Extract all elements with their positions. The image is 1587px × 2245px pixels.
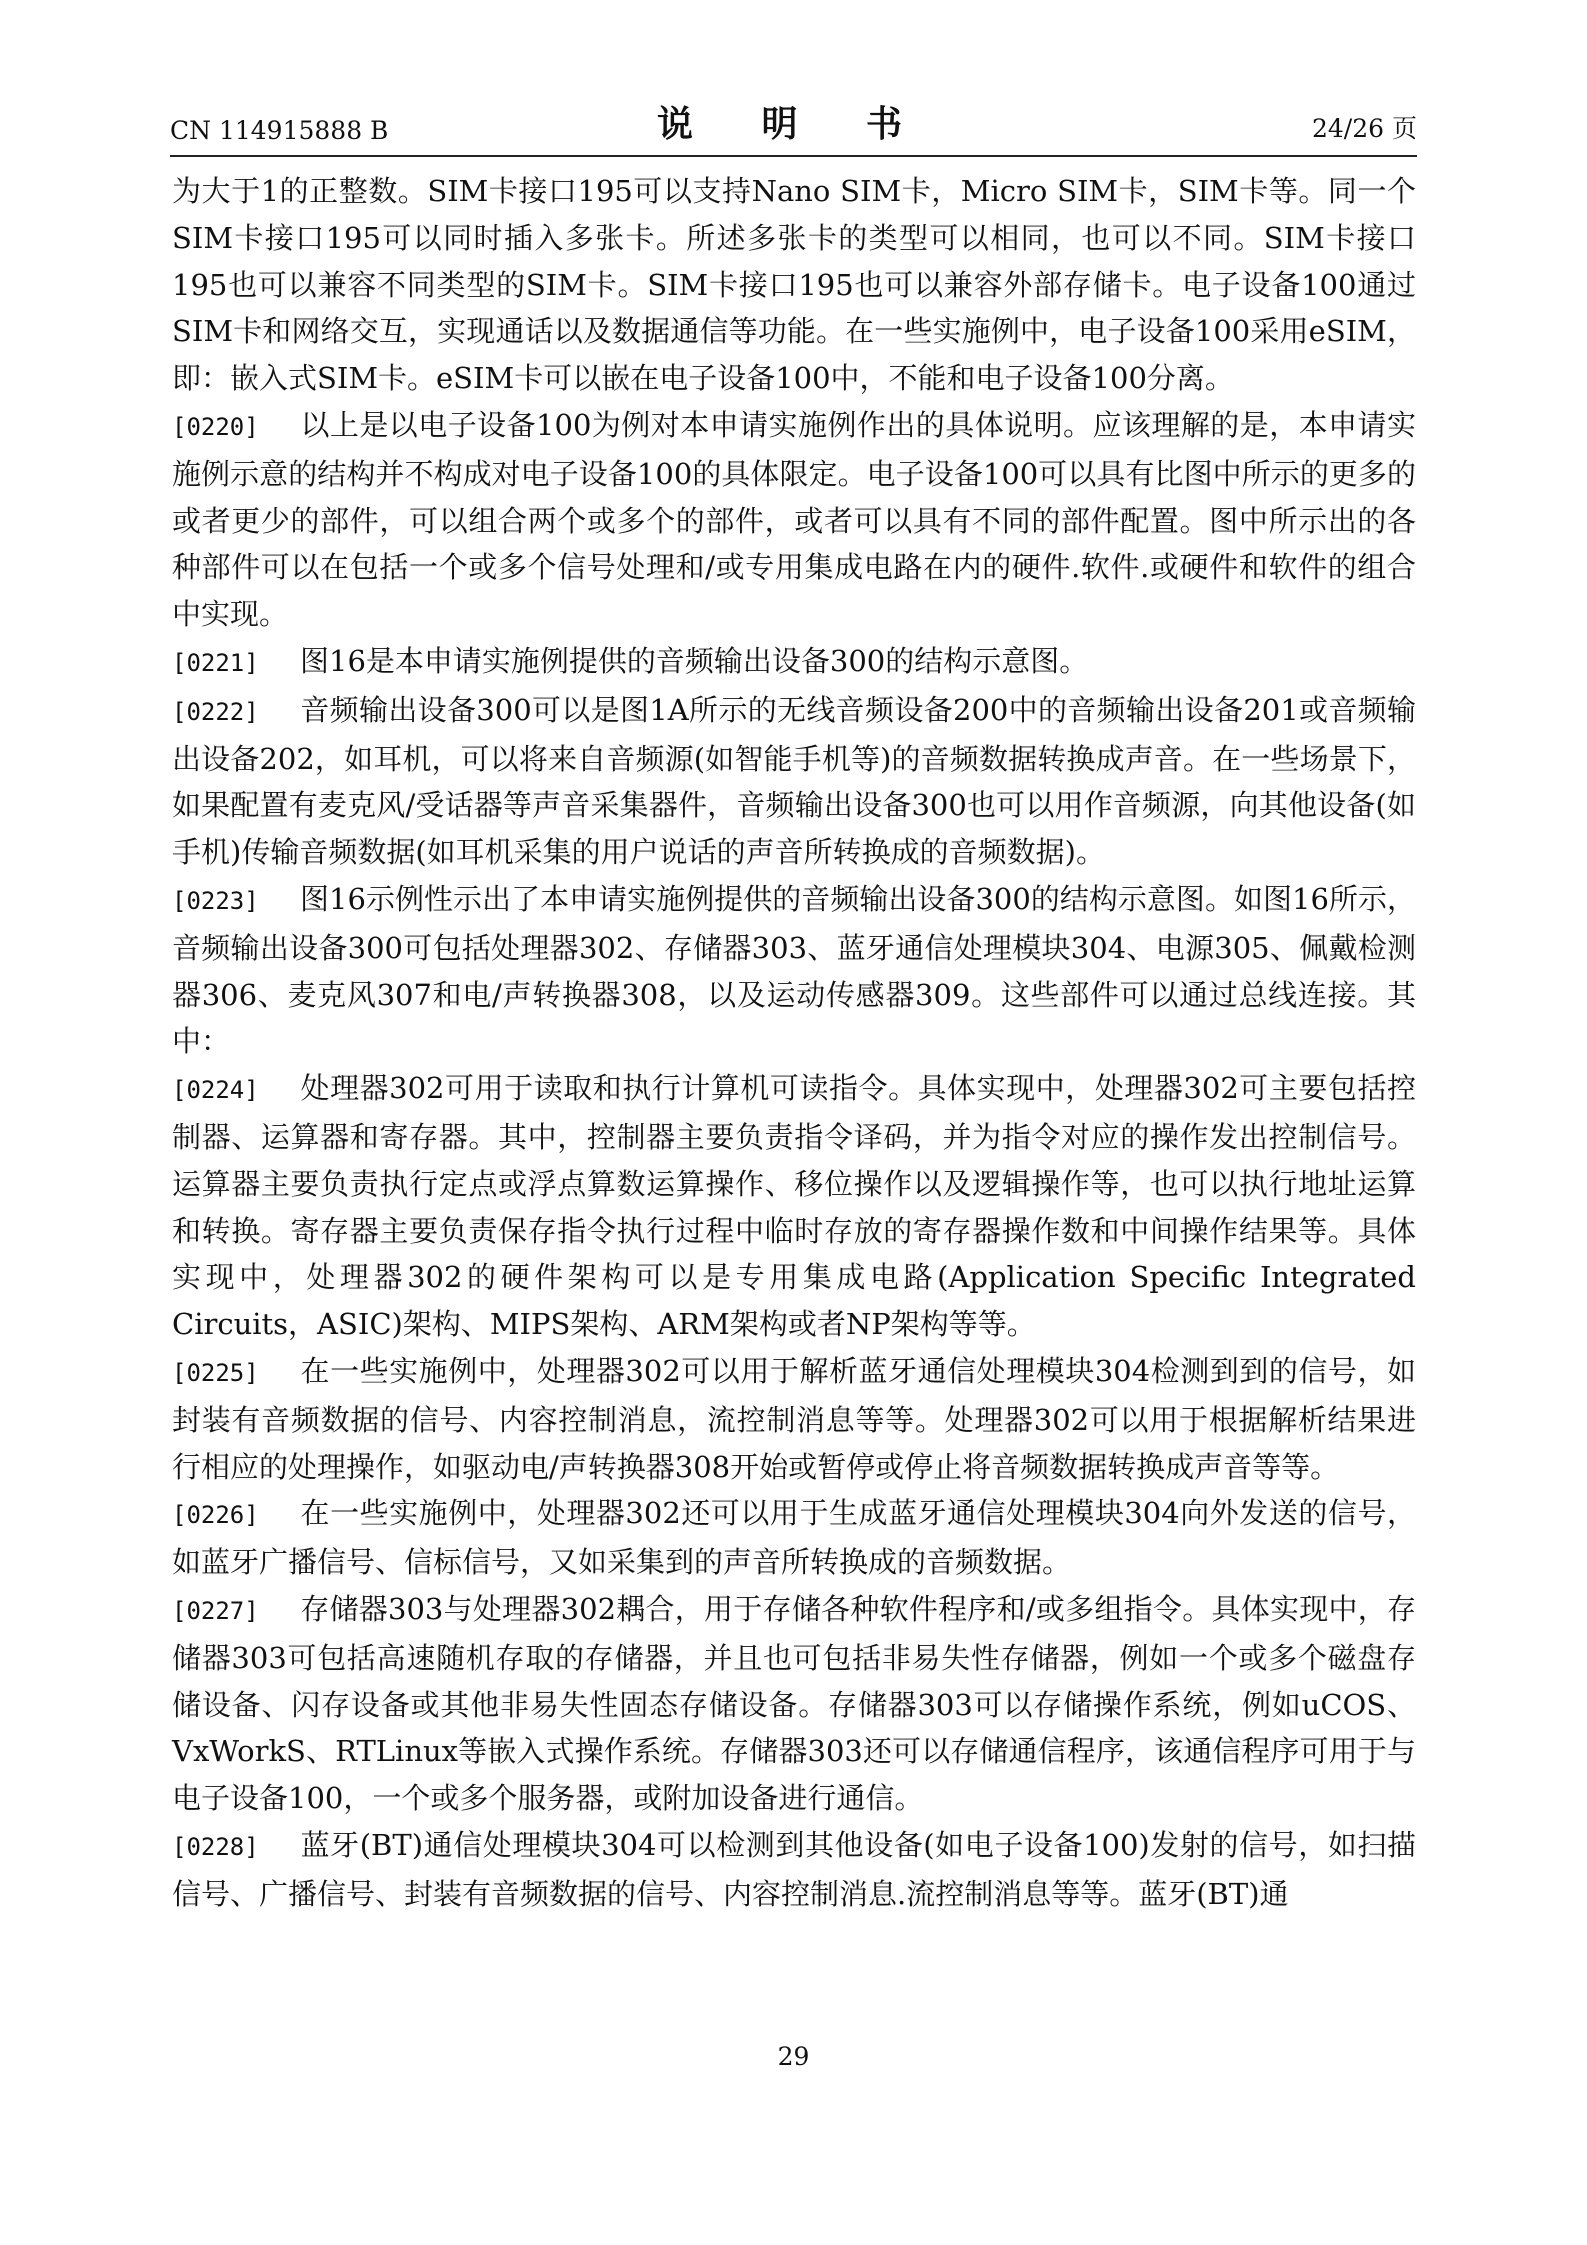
- page-number: 29: [777, 2042, 810, 2071]
- page-of: 24/26 页: [1312, 114, 1417, 143]
- document-title: 说 明 书: [656, 103, 931, 145]
- paragraph-0226: [172, 1490, 1416, 1586]
- paragraph-0225: [172, 1348, 1416, 1490]
- paragraph-text: 图16示例性示出了本申请实施例提供的音频输出设备300的结构示意图。如图16所示，音频输出设备300可包括处理器302、存储器303、蓝牙通信处理模块304、电源305、佩戴检测器306、麦克风307和电/声转换器308，以及运动传感器309。这些部件可以通过总线连接。其中：: [172, 881, 1416, 1059]
- patent-number: CN 114915888 B: [170, 116, 389, 145]
- paragraph-number: [0227]: [172, 1596, 259, 1625]
- paragraph-0228: [172, 1822, 1416, 1918]
- page-header: [170, 95, 1417, 157]
- document-body: [172, 168, 1416, 1917]
- paragraph-number: [0220]: [172, 412, 259, 441]
- paragraph-0222: [172, 687, 1416, 876]
- paragraph-text: 音频输出设备300可以是图1A所示的无线音频设备200中的音频输出设备201或音频输出设备202，如耳机，可以将来自音频源(如智能手机等)的音频数据转换成声音。在一些场景下，如果配置有麦克风/受话器等声音采集器件，音频输出设备300也可以用作音频源，向其他设备(如手机)传输音频数据(如耳机采集的用户说话的声音所转换成的音频数据)。: [172, 692, 1416, 870]
- paragraph-number: [0226]: [172, 1501, 259, 1530]
- paragraph-0223: [172, 876, 1416, 1065]
- paragraph-number: [0222]: [172, 697, 259, 726]
- paragraph-continued: [172, 168, 1416, 402]
- paragraph-number: [0224]: [172, 1076, 259, 1105]
- paragraph-text: 在一些实施例中，处理器302可以用于解析蓝牙通信处理模块304检测到到的信号，如封装有音频数据的信号、内容控制消息，流控制消息等等。处理器302可以用于根据解析结果进行相应的处理操作，如驱动电/声转换器308开始或暂停或停止将音频数据转换成声音等等。: [172, 1353, 1416, 1484]
- paragraph-number: [0223]: [172, 886, 259, 915]
- paragraph-0221: [172, 638, 1416, 687]
- paragraph-number: [0221]: [172, 648, 259, 677]
- paragraph-0220: [172, 402, 1416, 638]
- paragraph-text: 为大于1的正整数。SIM卡接口195可以支持Nano SIM卡，Micro SIM卡，SIM卡等。同一个SIM卡接口195可以同时插入多张卡。所述多张卡的类型可以相同，也可以不同。SIM卡接口195也可以兼容不同类型的SIM卡。SIM卡接口195也可以兼容外部存储卡。电子设备100通过SIM卡和网络交互，实现通话以及数据通信等功能。在一些实施例中，电子设备100采用eSIM，即：嵌入式SIM卡。eSIM卡可以嵌在电子设备100中，不能和电子设备100分离。: [172, 174, 1416, 396]
- paragraph-text: 处理器302可用于读取和执行计算机可读指令。具体实现中，处理器302可主要包括控制器、运算器和寄存器。其中，控制器主要负责指令译码，并为指令对应的操作发出控制信号。运算器主要负责执行定点或浮点算数运算操作、移位操作以及逻辑操作等，也可以执行地址运算和转换。寄存器主要负责保存指令执行过程中临时存放的寄存器操作数和中间操作结果等。具体实现中，处理器302的硬件架构可以是专用集成电路(Application Specific Integrated Circuits，ASIC)架构、MIPS架构、ARM架构或者NP架构等等。: [172, 1071, 1416, 1342]
- paragraph-text: 图16是本申请实施例提供的音频输出设备300的结构示意图。: [300, 643, 1089, 678]
- paragraph-number: [0228]: [172, 1832, 259, 1861]
- paragraph-0227: [172, 1586, 1416, 1822]
- paragraph-text: 蓝牙(BT)通信处理模块304可以检测到其他设备(如电子设备100)发射的信号，如扫描信号、广播信号、封装有音频数据的信号、内容控制消息.流控制消息等等。蓝牙(BT)通: [172, 1827, 1416, 1911]
- paragraph-text: 以上是以电子设备100为例对本申请实施例作出的具体说明。应该理解的是，本申请实施例示意的结构并不构成对电子设备100的具体限定。电子设备100可以具有比图中所示的更多的或者更少的部件，可以组合两个或多个的部件，或者可以具有不同的部件配置。图中所示出的各种部件可以在包括一个或多个信号处理和/或专用集成电路在内的硬件.软件.或硬件和软件的组合中实现。: [172, 407, 1416, 632]
- paragraph-0224: [172, 1065, 1416, 1348]
- paragraph-number: [0225]: [172, 1358, 259, 1387]
- paragraph-text: 在一些实施例中，处理器302还可以用于生成蓝牙通信处理模块304向外发送的信号，如蓝牙广播信号、信标信号，又如采集到的声音所转换成的音频数据。: [172, 1496, 1416, 1580]
- paragraph-text: 存储器303与处理器302耦合，用于存储各种软件程序和/或多组指令。具体实现中，存储器303可包括高速随机存取的存储器，并且也可包括非易失性存储器，例如一个或多个磁盘存储设备、闪存设备或其他非易失性固态存储设备。存储器303可以存储操作系统，例如uCOS、VxWorkS、RTLinux等嵌入式操作系统。存储器303还可以存储通信程序，该通信程序可用于与电子设备100，一个或多个服务器，或附加设备进行通信。: [172, 1591, 1416, 1816]
